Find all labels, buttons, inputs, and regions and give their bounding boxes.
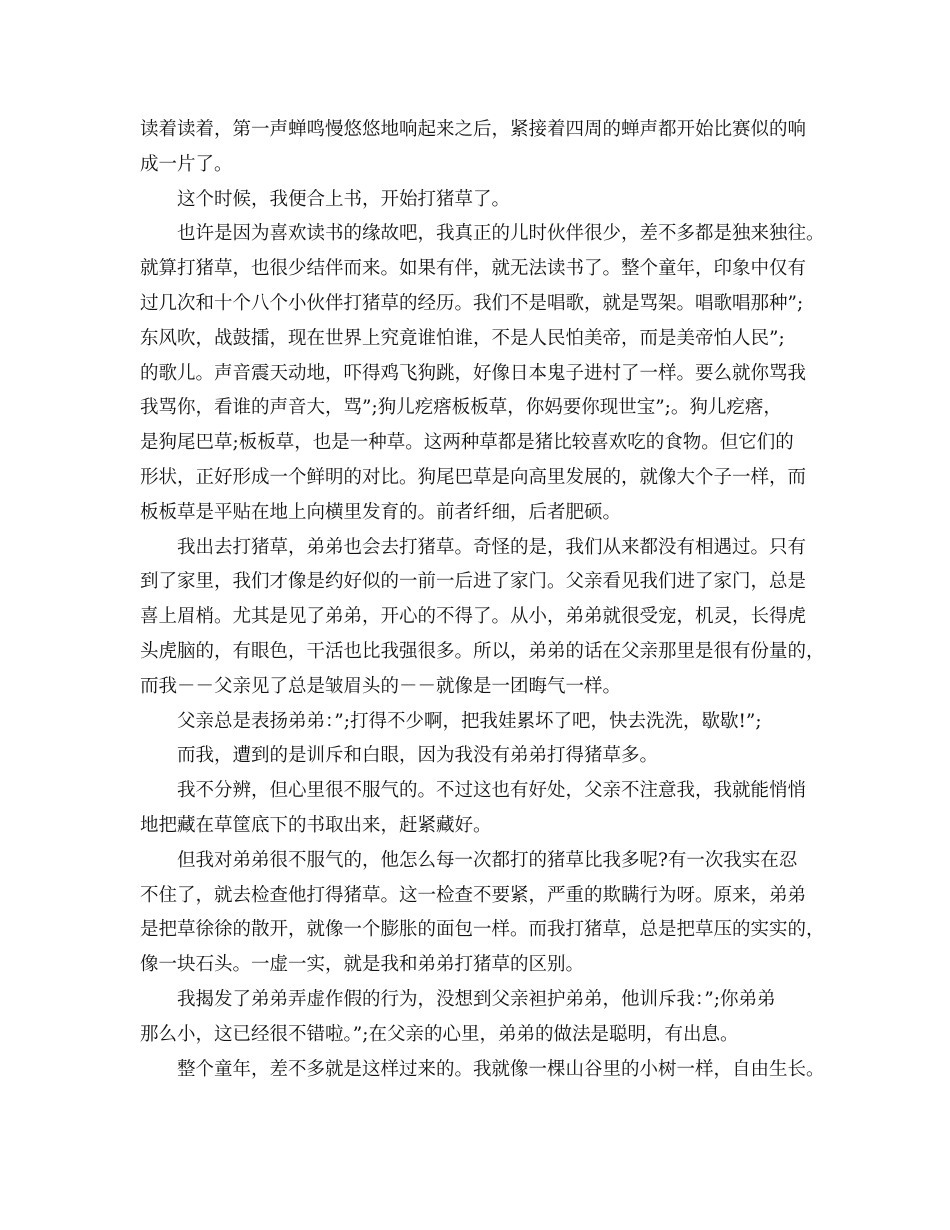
text-line: 像一块石头。一虚一实，就是我和弟弟打猪草的区别。 xyxy=(140,954,585,976)
text-line: 的歌儿。声音震天动地，吓得鸡飞狗跳，好像日本鬼子进村了一样。要么就你骂我 xyxy=(140,362,807,384)
text-line: 而我，遭到的是训斥和白眼，因为我没有弟弟打得猪草多。 xyxy=(177,745,659,767)
text-line: 我不分辨，但心里很不服气的。不过这也有好处，父亲不注意我，我就能悄悄 xyxy=(177,780,807,802)
text-line: 就算打猪草，也很少结伴而来。如果有伴，就无法读书了。整个童年，印象中仅有 xyxy=(140,258,807,280)
text-line: 是把草徐徐的散开，就像一个膨胀的面包一样。而我打猪草，总是把草压的实实的， xyxy=(140,919,825,941)
text-line: 我揭发了弟弟弄虚作假的行为，没想到父亲袒护弟弟，他训斥我：”;你弟弟 xyxy=(177,988,776,1010)
text-line: 那么小，这已经很不错啦。”;在父亲的心里，弟弟的做法是聪明，有出息。 xyxy=(140,1023,739,1045)
text-line: 成一片了。 xyxy=(140,153,233,175)
text-line: 是狗尾巴草;板板草，也是一种草。这两种草都是猪比较喜欢吃的食物。但它们的 xyxy=(140,432,794,454)
text-line: 地把藏在草筐底下的书取出来，赶紧藏好。 xyxy=(140,814,492,836)
document-body xyxy=(140,113,830,1087)
text-line: 也许是因为喜欢读书的缘故吧，我真正的儿时伙伴很少，差不多都是独来独往。 xyxy=(177,223,825,245)
text-line: 我出去打猪草，弟弟也会去打猪草。奇怪的是，我们从来都没有相遇过。只有 xyxy=(177,536,807,558)
text-line: 形状，正好形成一个鲜明的对比。狗尾巴草是向高里发展的，就像大个子一样，而 xyxy=(140,466,807,488)
text-line: 整个童年，差不多就是这样过来的。我就像一棵山谷里的小树一样，自由生长。 xyxy=(177,1058,825,1080)
text-line: 这个时候，我便合上书，开始打猪草了。 xyxy=(177,188,511,210)
text-line: 我骂你，看谁的声音大，骂”;狗儿疙瘩板板草，你妈要你现世宝”;。狗儿疙瘩， xyxy=(140,397,782,419)
text-line: 喜上眉梢。尤其是见了弟弟，开心的不得了。从小，弟弟就很受宠，机灵，长得虎 xyxy=(140,606,807,628)
text-line: 板板草是平贴在地上向横里发育的。前者纤细，后者肥硕。 xyxy=(140,501,622,523)
text-line: 读着读着，第一声蝉鸣慢悠悠地响起来之后，紧接着四周的蝉声都开始比赛似的响 xyxy=(140,119,807,140)
text-line: 头虎脑的，有眼色，干活也比我强很多。所以，弟弟的话在父亲那里是很有份量的， xyxy=(140,640,825,662)
text-line: 但我对弟弟很不服气的，他怎么每一次都打的猪草比我多呢?有一次我实在忍 xyxy=(177,849,798,871)
text-line: 到了家里，我们才像是约好似的一前一后进了家门。父亲看见我们进了家门，总是 xyxy=(140,571,807,593)
text-line: 东风吹，战鼓擂，现在世界上究竟谁怕谁，不是人民怕美帝，而是美帝怕人民”; xyxy=(140,327,785,349)
text-line: 父亲总是表扬弟弟：”;打得不少啊，把我娃累坏了吧，快去洗洗，歇歇!”; xyxy=(177,710,762,732)
text-line: 过几次和十个八个小伙伴打猪草的经历。我们不是唱歌，就是骂架。唱歌唱那种”; xyxy=(140,292,804,314)
text-line: 而我－－父亲见了总是皱眉头的－－就像是一团晦气一样。 xyxy=(140,675,622,697)
text-line: 不住了，就去检查他打得猪草。这一检查不要紧，严重的欺瞒行为呀。原来，弟弟 xyxy=(140,884,807,906)
